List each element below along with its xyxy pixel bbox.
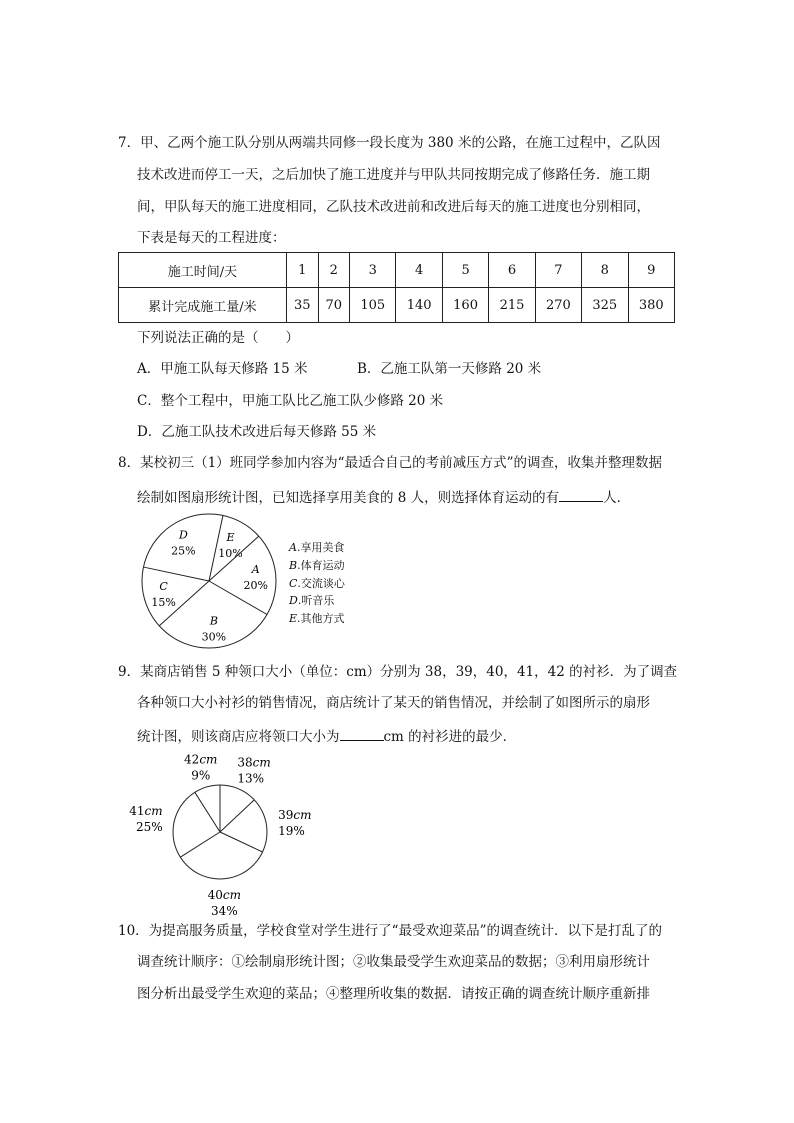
q9-line-3 (137, 728, 516, 745)
slice-size: 41 (129, 803, 145, 818)
slice-size-label (184, 753, 217, 767)
table-row (119, 253, 675, 288)
q7-line-4: 下表是每天的工程进度： (137, 230, 286, 246)
slice-unit: cm (252, 755, 271, 770)
slice-label: E (226, 530, 235, 544)
q8-line-2-end: 人． (603, 490, 631, 506)
q7-option-c: C．整个工程中，甲施工队比乙施工队少修路 20 米 (137, 393, 444, 409)
q9-line-1: 9．某商店销售 5 种领口大小（单位：cm）分别为 38，39，40，41，42 的衬衫．为了调查 (118, 664, 678, 680)
table-cell: 8 (582, 253, 628, 288)
answer-blank (340, 728, 384, 741)
slice-size-label (129, 804, 162, 818)
slice-label: B (209, 614, 218, 628)
slice-size: 42 (184, 752, 200, 767)
slice-percent-label: 25% (171, 544, 196, 558)
q7-line-3: 间，甲队每天的施工进度相同，乙队技术改进前和改进后每天的施工进度也分别相同， (137, 199, 650, 215)
q7-option-a: A．甲施工队每天修路 15 米 (137, 361, 308, 377)
slice-percent-label: 20% (243, 579, 268, 593)
answer-blank (559, 489, 603, 502)
slice-percent-label: 30% (201, 630, 227, 644)
table-cell: 7 (535, 253, 581, 288)
slice-label: D (178, 528, 188, 542)
q10-line-3: 图分析出最受学生欢迎的菜品；④整理所收集的数据．请按正确的调查统计顺序重新排 (137, 986, 650, 1002)
q7-line-1: 7．甲、乙两个施工队分别从两端共同修一段长度为 380 米的公路，在施工过程中，乙队因 (118, 135, 661, 151)
slice-boundary (220, 832, 263, 852)
slice-boundary (143, 567, 209, 581)
table-cell: 215 (489, 288, 535, 323)
slice-label: C (159, 580, 168, 594)
q9-line-3-end: cm 的衬衫进的最少． (383, 729, 517, 745)
table-cell: 325 (582, 288, 628, 323)
legend-item: E.其他方式 (289, 612, 345, 626)
table-cell: 3 (350, 253, 396, 288)
table-cell: 140 (396, 288, 442, 323)
table-cell: 2 (318, 253, 350, 288)
table-cell: 9 (628, 253, 675, 288)
legend-item: D.听音乐 (289, 594, 335, 608)
slice-percent-label: 13% (237, 771, 265, 786)
q8-line-2 (137, 489, 630, 506)
q7-option-d: D．乙施工队技术改进后每天修路 55 米 (137, 424, 377, 440)
slice-size-label (237, 756, 270, 770)
q9-line-3-text: 统计图，则该商店应将领口大小为 (137, 729, 340, 745)
table-cell: 6 (489, 253, 535, 288)
table-cell: 4 (396, 253, 442, 288)
table-cell: 105 (350, 288, 396, 323)
slice-unit: cm (222, 887, 242, 902)
slice-percent-label: 10% (218, 546, 243, 560)
slice-unit: cm (144, 803, 163, 818)
slice-unit: cm (293, 808, 312, 823)
slice-boundary (180, 832, 220, 857)
table-cell: 160 (442, 288, 488, 323)
q10-line-2: 调查统计顺序：①绘制扇形统计图；②收集最受学生欢迎菜品的数据；③利用扇形统计 (137, 954, 650, 970)
q7-question: 下列说法正确的是（ ） (137, 330, 299, 346)
table-cell: 270 (535, 288, 581, 323)
legend-item: C.交流谈心 (289, 576, 345, 590)
slice-boundary (195, 792, 220, 832)
q9-pie-chart (120, 748, 360, 918)
slice-percent-label: 25% (135, 819, 163, 834)
slice-size: 38 (237, 755, 253, 770)
table-cell: 70 (318, 288, 350, 323)
slice-label: A (251, 563, 260, 577)
table-row (119, 288, 675, 323)
legend-item: A.享用美食 (289, 541, 345, 554)
slice-size-label (208, 888, 241, 902)
table-cell: 1 (287, 253, 319, 288)
table-cell: 5 (442, 253, 488, 288)
table-header-totals: 累计完成施工量/米 (119, 288, 287, 323)
slice-size: 40 (207, 887, 223, 902)
table-cell: 380 (628, 288, 675, 323)
q7-progress-table (118, 252, 675, 323)
slice-percent-label: 9% (191, 768, 211, 783)
slice-unit: cm (199, 752, 218, 767)
slice-boundary (220, 800, 254, 832)
slice-size-label (278, 808, 311, 822)
q8-line-2-text: 绘制如图扇形统计图，已知选择享用美食的 8 人，则选择体育运动的有 (137, 490, 560, 506)
q8-pie-chart (140, 512, 280, 652)
slice-percent-label: 34% (210, 903, 238, 918)
q7-option-b: B．乙施工队第一天修路 20 米 (357, 361, 542, 377)
q9-line-2: 各种领口大小衬衫的销售情况，商店统计了某天的销售情况，并绘制了如图所示的扇形 (137, 695, 650, 711)
slice-size: 39 (278, 808, 294, 823)
table-cell: 35 (287, 288, 319, 323)
q7-line-2: 技术改进而停工一天，之后加快了施工进度并与甲队共同按期完成了修路任务．施工期 (137, 167, 650, 183)
legend-item: B.体育运动 (289, 558, 345, 572)
table-header-days: 施工时间/天 (119, 253, 287, 288)
slice-percent-label: 19% (278, 824, 305, 839)
q8-line-1: 8．某校初三（1）班同学参加内容为“最适合自己的考前减压方式”的调查，收集并整理数据 (118, 455, 662, 471)
q8-legend (289, 539, 345, 628)
slice-percent-label: 15% (151, 596, 176, 610)
q10-line-1: 10．为提高服务质量，学校食堂对学生进行了“最受欢迎菜品”的调查统计．以下是打乱了的 (118, 923, 662, 939)
